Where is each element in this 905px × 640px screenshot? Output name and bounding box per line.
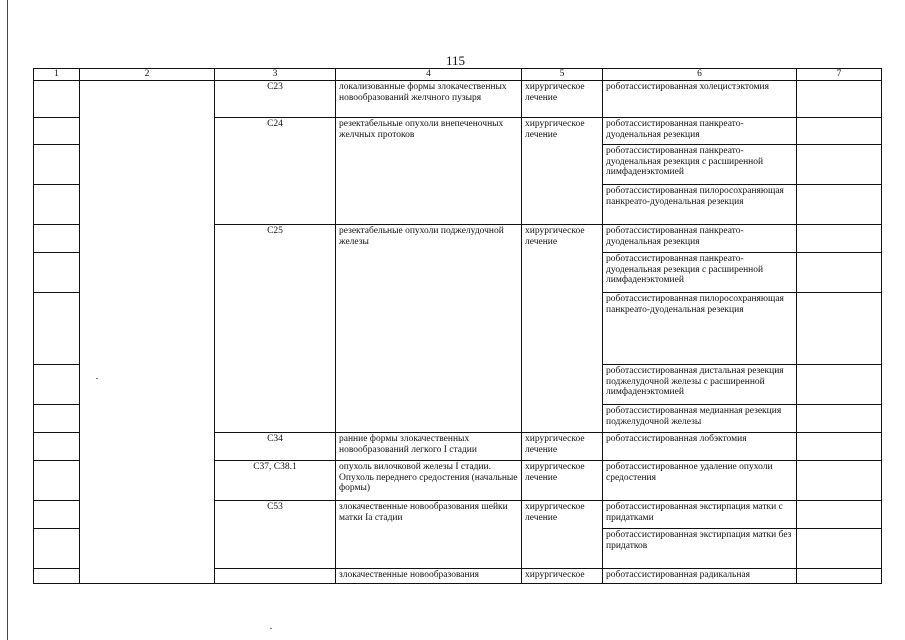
cell-col1 [34,364,80,404]
treatment-cell: хирургическое [522,568,603,583]
method-cell: роботассистированная экстирпация матки с придатками [603,500,797,528]
treatment-cell: хирургическое лечение [522,224,603,432]
cell-col1 [34,144,80,184]
data-table [33,68,882,584]
icd-code: С37, С38.1 [215,460,336,500]
treatment-cell: хирургическое лечение [522,500,603,568]
header-cell: 5 [522,69,603,81]
treatment-cell: хирургическое лечение [522,80,603,117]
condition-cell: ранние формы злокачественных новообразований легкого I стадии [336,432,522,460]
cell-col1 [34,117,80,144]
cell-col1 [34,184,80,224]
left-margin-line [7,0,8,640]
method-cell: роботассистированная лобэктомия [603,432,797,460]
cell-col7 [797,184,882,224]
header-cell: 1 [34,69,80,81]
method-cell: роботассистированная экстирпация матки без придатков [603,528,797,568]
condition-cell: локализованные формы злокачественных новообразований желчного пузыря [336,80,522,117]
scan-speck [270,628,272,629]
cell-col7 [797,460,882,500]
cell-col1 [34,460,80,500]
cell-col1 [34,292,80,364]
cell-col7 [797,224,882,252]
header-cell: 2 [80,69,215,81]
cell-col1 [34,404,80,432]
icd-code: С53 [215,500,336,568]
cell-col7 [797,144,882,184]
cell-col7 [797,117,882,144]
condition-cell: злокачественные новообразования [336,568,522,583]
cell-col7 [797,568,882,583]
cell-col1 [34,500,80,528]
method-cell: роботассистированная медианная резекция поджелудочной железы [603,404,797,432]
cell-col1 [34,568,80,583]
cell-col7 [797,404,882,432]
cell-col2-merged [80,80,215,583]
condition-cell: резектабельные опухоли поджелудочной железы [336,224,522,432]
method-cell: роботассистированная дистальная резекция поджелудочной железы с расширенной лимфаденэктомией [603,364,797,404]
cell-col7 [797,364,882,404]
cell-col1 [34,432,80,460]
method-cell: роботассистированное удаление опухоли средостения [603,460,797,500]
method-cell: роботассистированная пилоросохраняющая панкреато-дуоденальная резекция [603,184,797,224]
treatment-cell: хирургическое лечение [522,460,603,500]
cell-col1 [34,528,80,568]
cell-col7 [797,432,882,460]
header-cell: 4 [336,69,522,81]
icd-code [215,568,336,583]
header-cell: 6 [603,69,797,81]
method-cell: роботассистированная панкреато-дуоденальная резекция [603,224,797,252]
cell-col1 [34,252,80,292]
cell-col7 [797,252,882,292]
cell-col1 [34,224,80,252]
treatment-cell: хирургическое лечение [522,117,603,224]
header-cell: 3 [215,69,336,81]
icd-code: С25 [215,224,336,432]
condition-cell: злокачественные новообразования шейки матки Ia стадии [336,500,522,568]
condition-cell: опухоль вилочковой железы I стадии. Опухоль переднего средостения (начальные формы) [336,460,522,500]
method-cell: роботассистированная панкреато-дуоденальная резекция [603,117,797,144]
cell-col7 [797,528,882,568]
cell-col7 [797,500,882,528]
cell-col7 [797,292,882,364]
cell-col1 [34,80,80,117]
method-cell: роботассистированная панкреато-дуоденальная резекция с расширенной лимфаденэктомией [603,252,797,292]
header-cell: 7 [797,69,882,81]
method-cell: роботассистированная радикальная [603,568,797,583]
method-cell: роботассистированная холецистэктомия [603,80,797,117]
icd-code: С24 [215,117,336,224]
method-cell: роботассистированная пилоросохраняющая панкреато-дуоденальная резекция [603,292,797,364]
table-row [34,80,882,117]
cell-col7 [797,80,882,117]
treatment-cell: хирургическое лечение [522,432,603,460]
icd-code: С34 [215,432,336,460]
page-number: 115 [446,53,466,68]
method-cell: роботассистированная панкреато-дуоденальная резекция с расширенной лимфаденэктомией [603,144,797,184]
table-header-row [34,69,882,81]
condition-cell: резектабельные опухоли внепеченочных желчных протоков [336,117,522,224]
scan-speck [96,378,98,379]
icd-code: С23 [215,80,336,117]
